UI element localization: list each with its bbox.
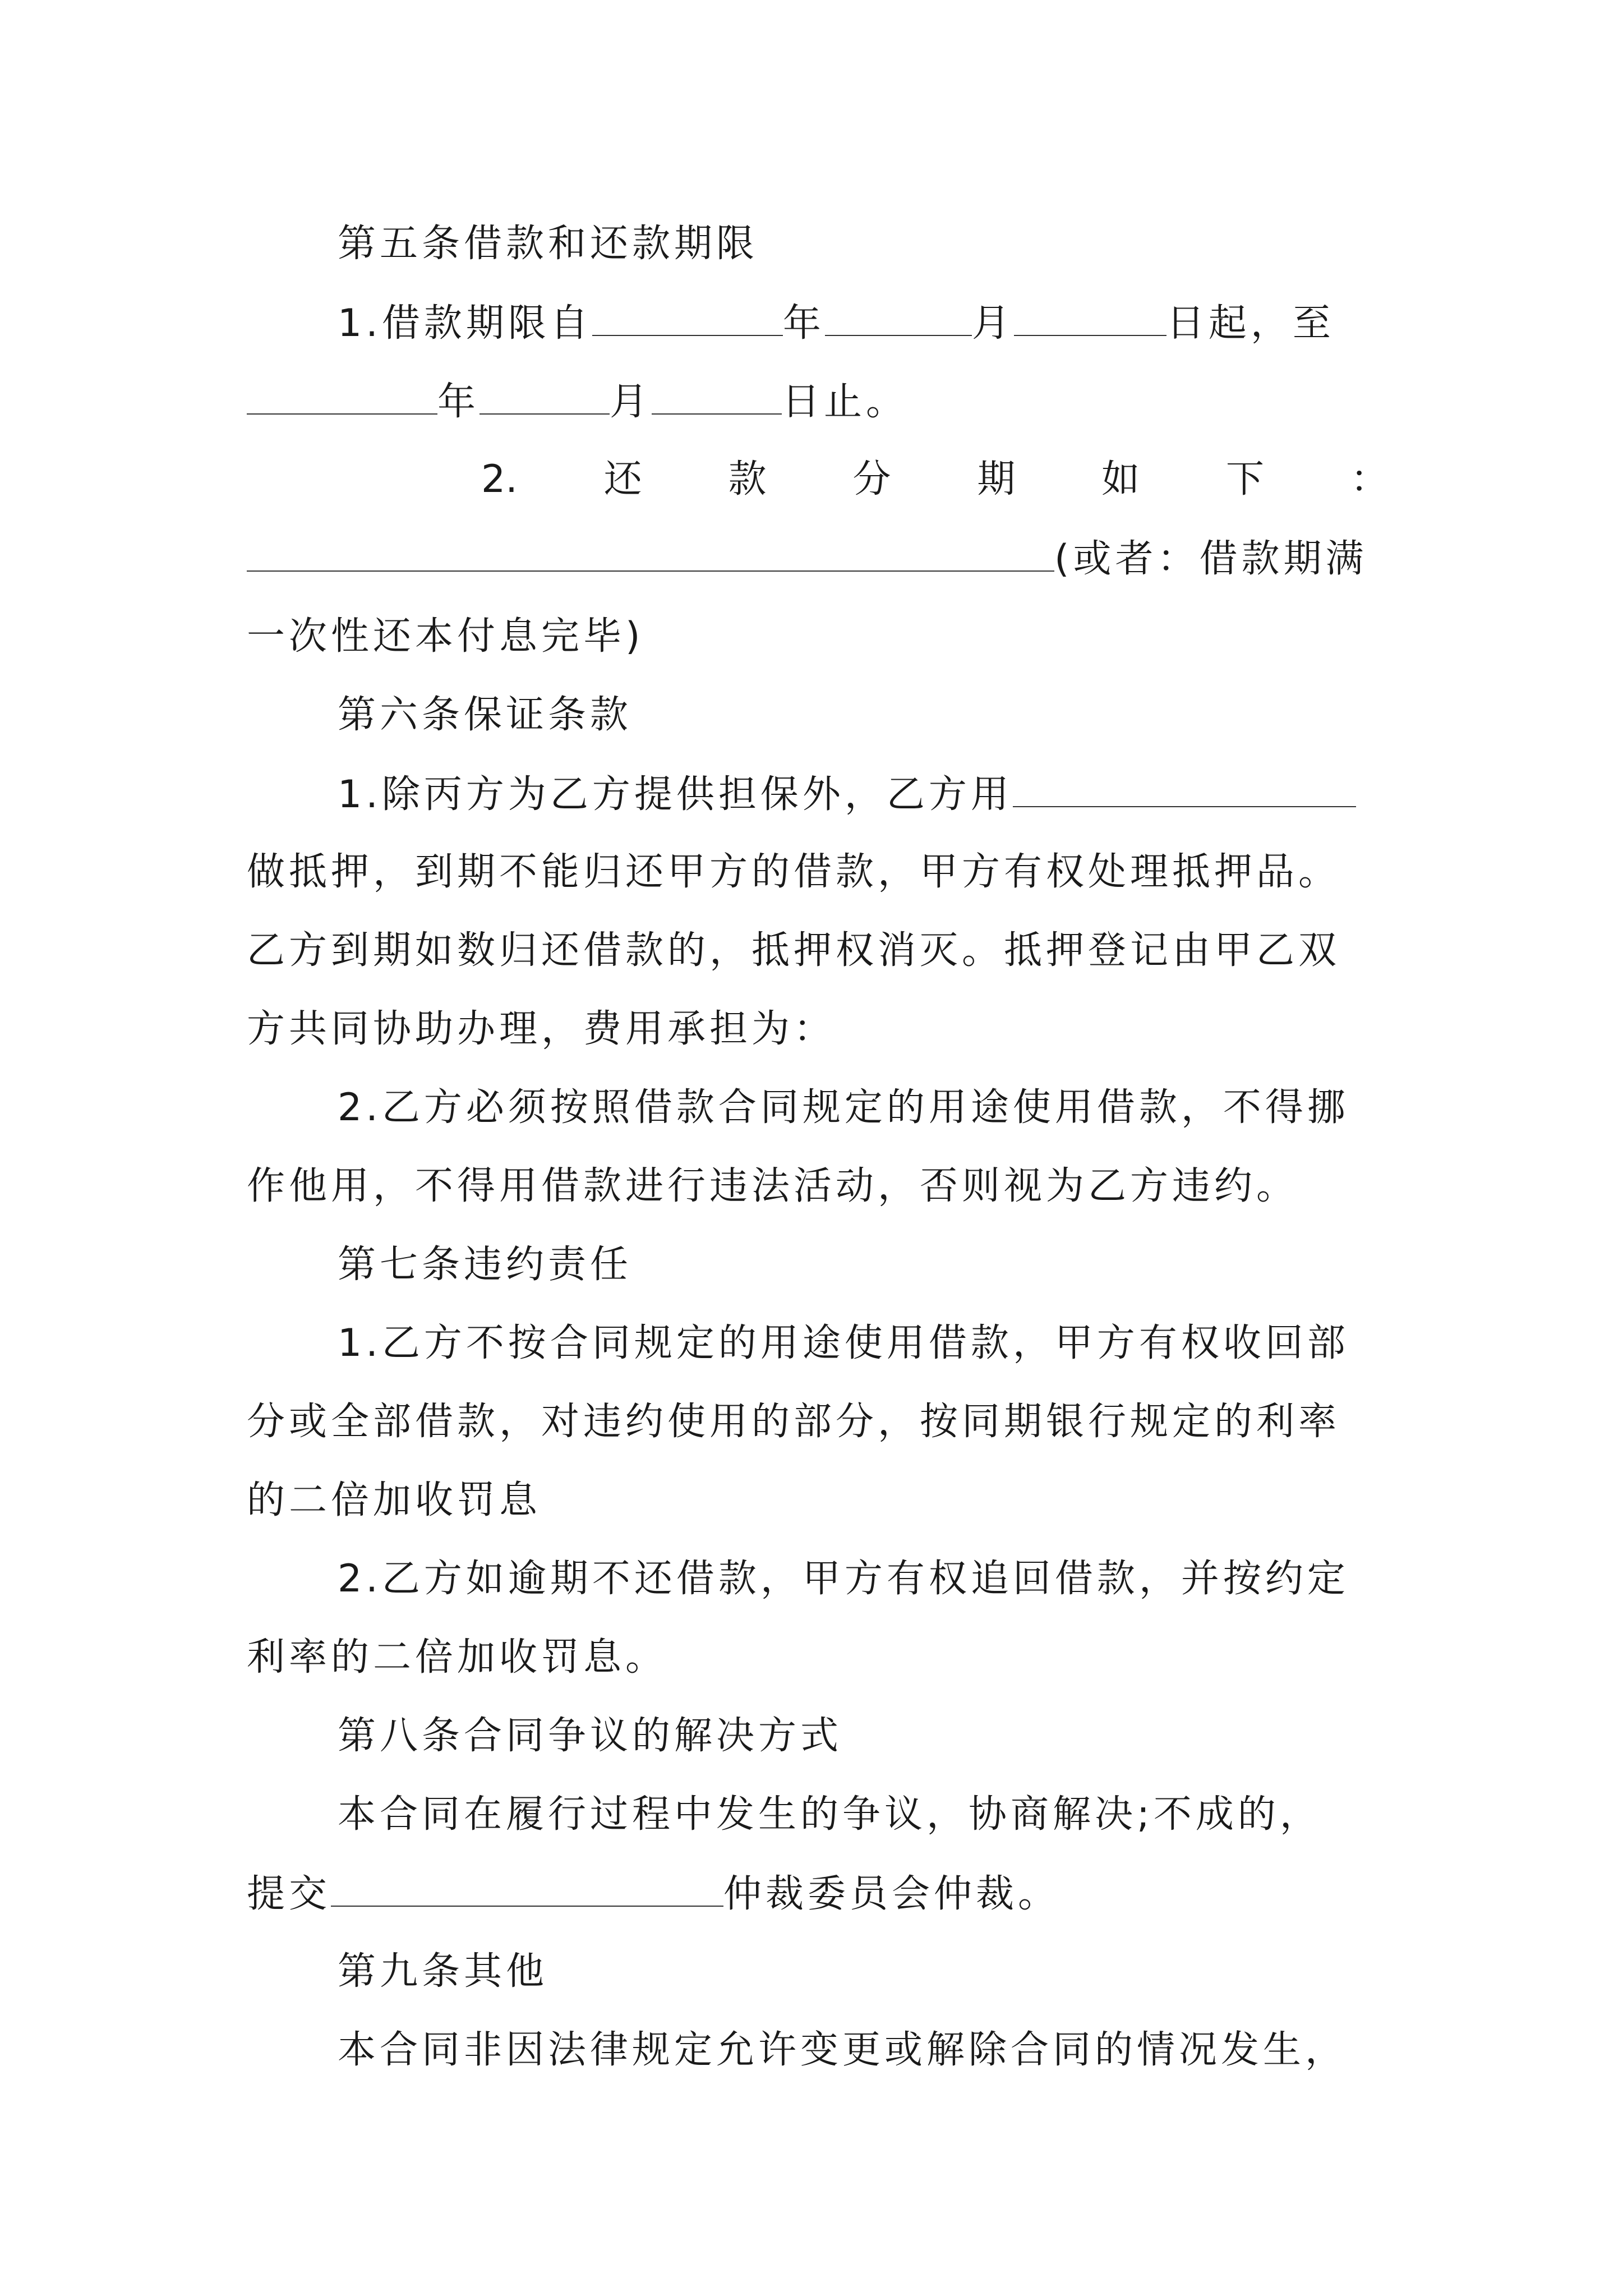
art5-clause-1-line1: 1.借款期限自 年 月 日起，至 xyxy=(338,296,1392,349)
art6-clause-1-line3: 乙方到期如数归还借款的，抵押权消灭。抵押登记由甲乙双 xyxy=(247,928,1341,973)
blank-installments xyxy=(247,531,1054,572)
article-7-heading: 第七条违约责任 xyxy=(338,1243,633,1287)
art7-clause-1-line3: 的二倍加收罚息 xyxy=(247,1478,542,1522)
blank-collateral xyxy=(1013,767,1356,807)
article-9-heading: 第九条其他 xyxy=(338,1949,548,1994)
article-8-heading: 第八条合同争议的解决方式 xyxy=(338,1714,843,1758)
art5-clause-2-line3: 一次性还本付息完毕) xyxy=(247,614,644,659)
art5-clause-2-line1: 2. 还 款 分 期 如 下 ： xyxy=(481,457,1389,501)
art8-clause-line1: 本合同在履行过程中发生的争议，协商解决;不成的， xyxy=(338,1792,1322,1837)
article-6-heading: 第六条保证条款 xyxy=(338,693,633,737)
blank-start-year xyxy=(592,296,783,336)
art6-clause-2-line2: 作他用，不得用借款进行违法活动，否则视为乙方违约。 xyxy=(247,1164,1299,1208)
art9-clause-line1: 本合同非因法律规定允许变更或解除合同的情况发生， xyxy=(338,2028,1348,2072)
art7-clause-2-line1: 2.乙方如逾期不还借款，甲方有权追回借款，并按约定 xyxy=(338,1557,1349,1601)
blank-arbitration-commission xyxy=(331,1866,723,1907)
art7-clause-1-line2: 分或全部借款，对违约使用的部分，按同期银行规定的利率 xyxy=(247,1400,1341,1444)
art6-clause-1-line2: 做抵押，到期不能归还甲方的借款，甲方有权处理抵押品。 xyxy=(247,850,1341,894)
blank-start-day xyxy=(1014,296,1166,336)
art7-clause-1-line1: 1.乙方不按合同规定的用途使用借款，甲方有权收回部 xyxy=(338,1321,1349,1365)
article-5-heading: 第五条借款和还款期限 xyxy=(338,222,759,266)
art7-clause-2-line2: 利率的二倍加收罚息。 xyxy=(247,1635,668,1680)
art5-clause-1-line2: 年 月 日止。 xyxy=(247,374,1391,428)
art6-clause-2-line1: 2.乙方必须按照借款合同规定的用途使用借款，不得挪 xyxy=(338,1085,1349,1130)
art5-clause-2-line2: (或者：借款期满 xyxy=(247,531,1391,585)
blank-end-year xyxy=(247,374,437,415)
blank-start-month xyxy=(825,296,972,336)
art6-clause-1-line4: 方共同协助办理，费用承担为： xyxy=(247,1007,836,1051)
blank-end-day xyxy=(652,374,782,415)
art6-clause-1-line1: 1.除丙方为乙方提供担保外，乙方用 xyxy=(338,767,1392,821)
blank-end-month xyxy=(479,374,610,415)
art8-clause-line2: 提交 仲裁委员会仲裁。 xyxy=(247,1866,1391,1920)
